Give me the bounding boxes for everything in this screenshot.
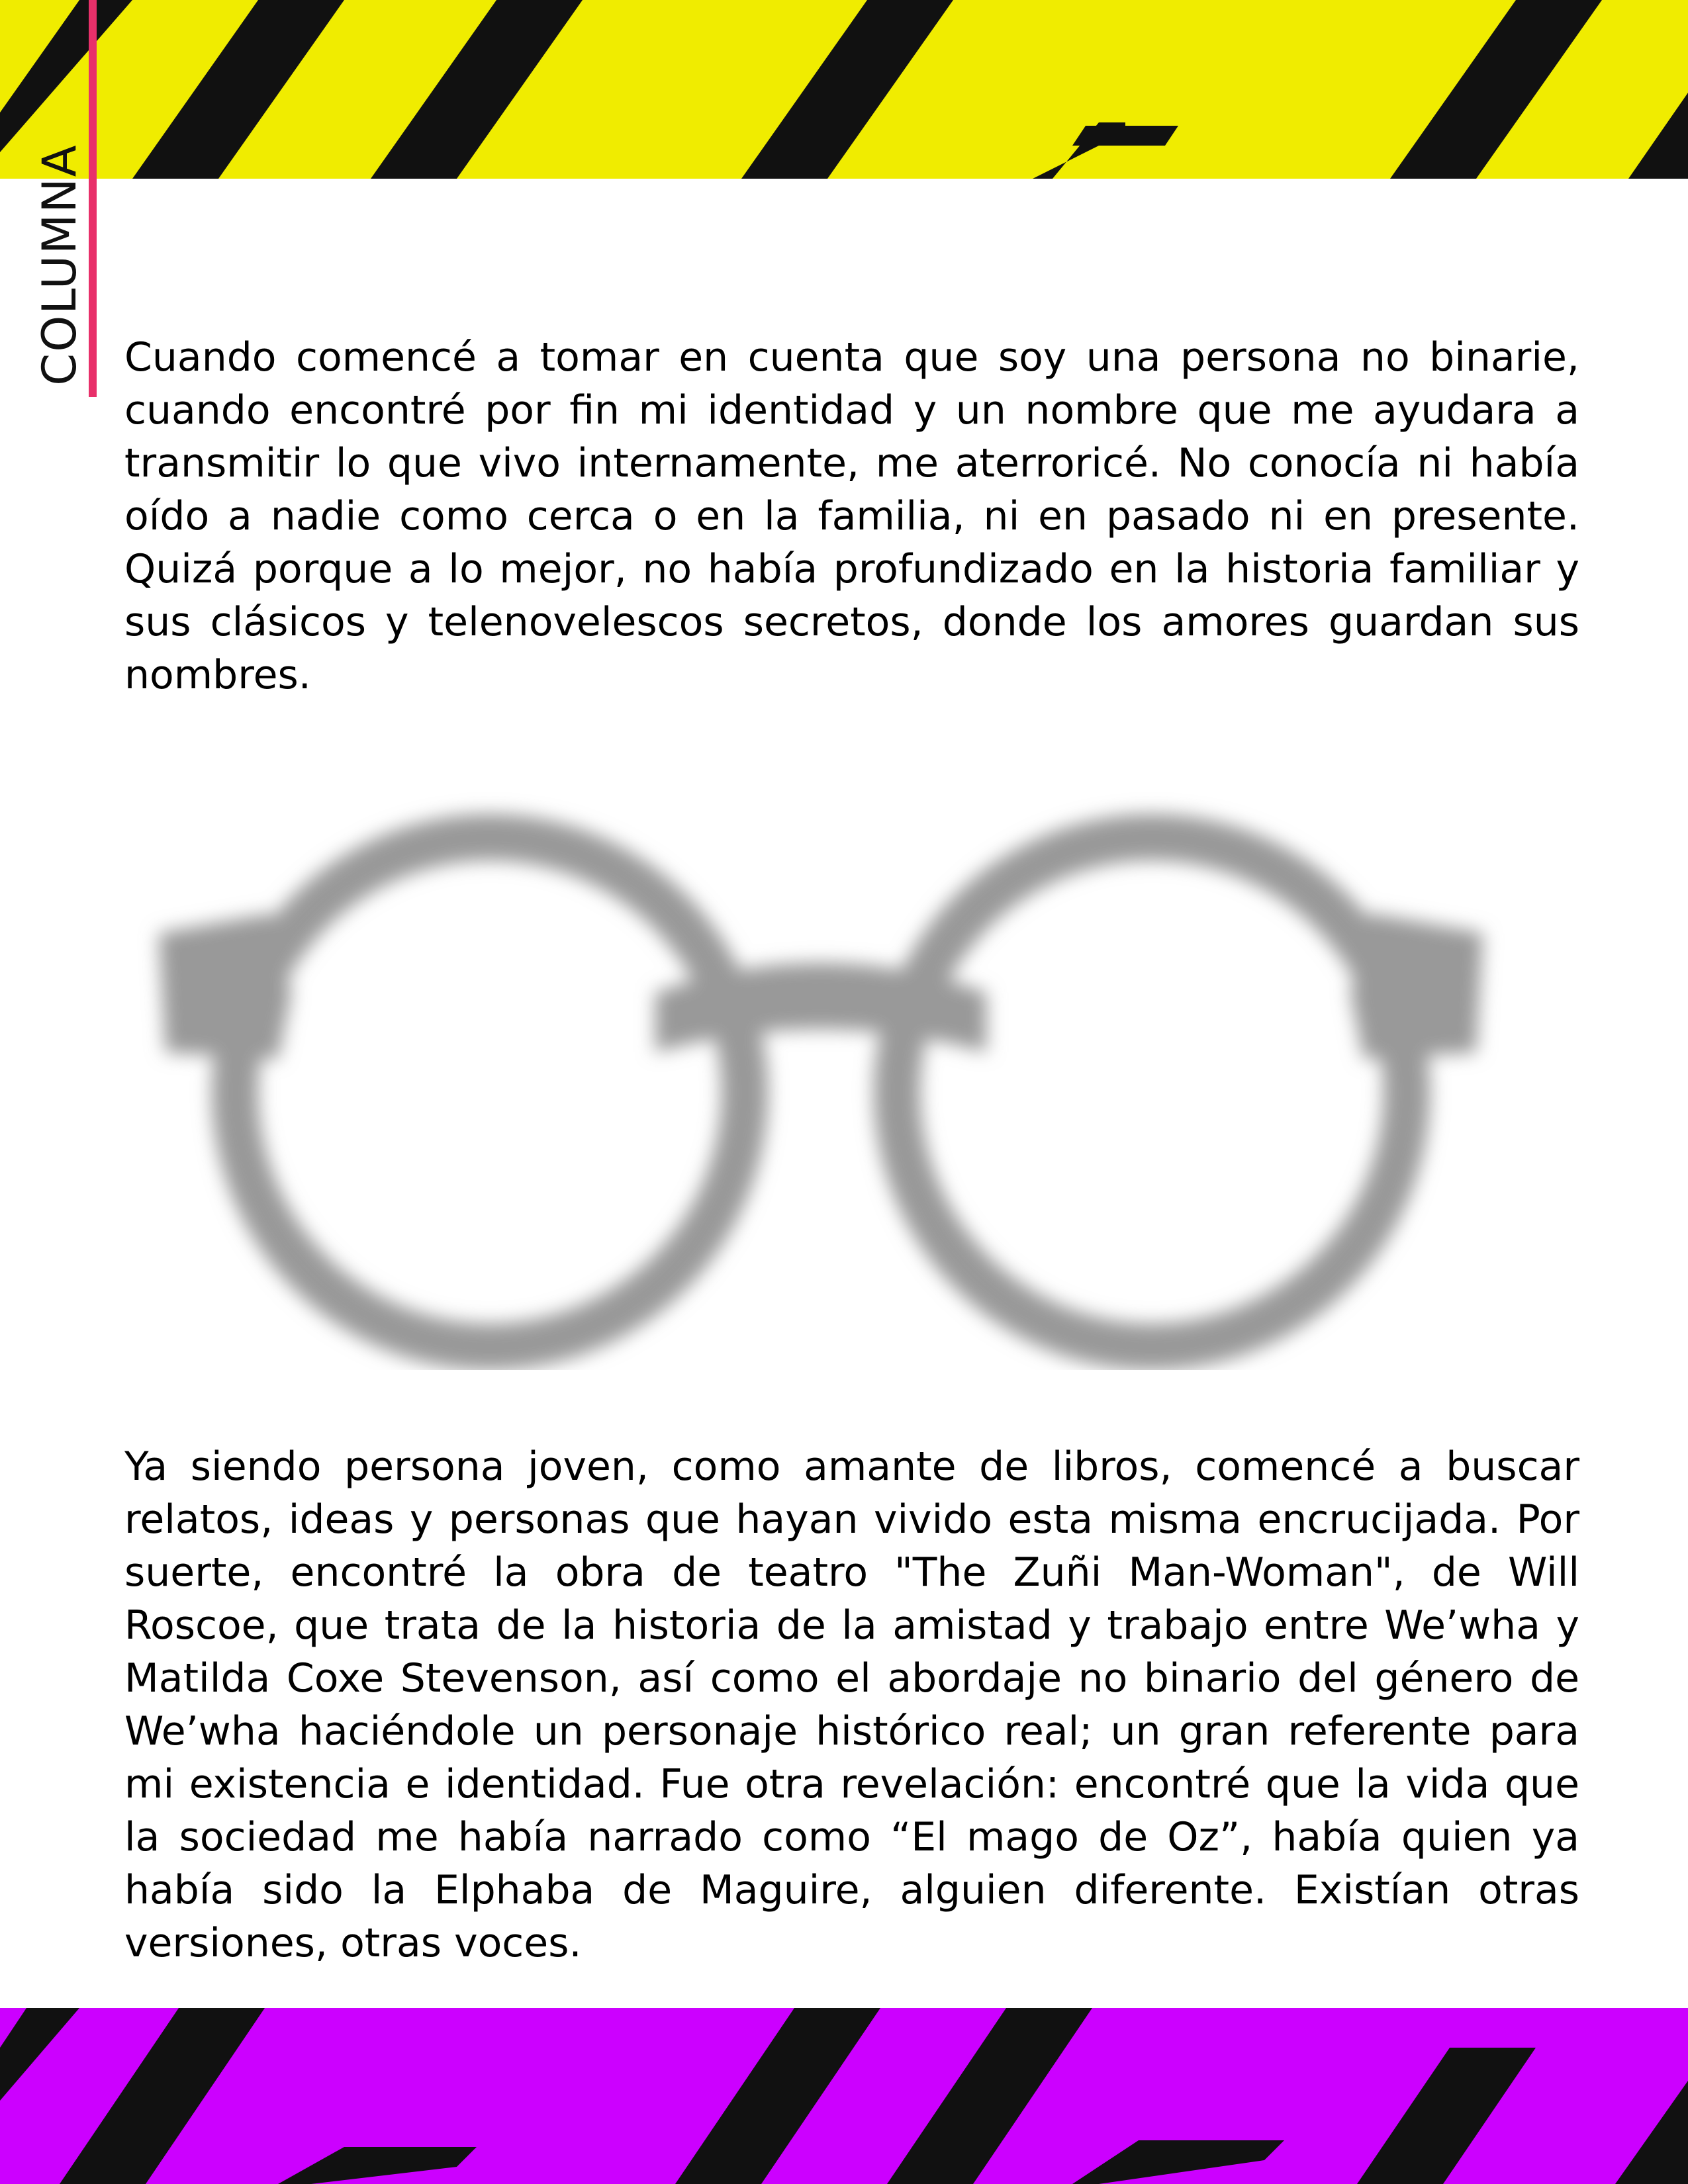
body-paragraph-2: Ya siendo persona joven, como amante de libros, comencé a buscar relatos, ideas y personas que hayan vivido esta misma encrucijada. Por suerte, encontré la obra de teatro "The Zuñi Man-Woman", de Will Roscoe, que trata de la historia de la amistad y trabajo entre We’wha y Matilda Coxe Stevenson, así como el abordaje no binario del género de We’wha haciéndole un personaje histórico real; un gran referente para mi existencia e identidad. Fue otra revelación: encontré que la vida que la sociedad me había narrado como “El mago de Oz”, había quien ya había sido la Elphaba de Maguire, alguien diferente. Existían otras versiones, otras voces. — [124, 1443, 1579, 1966]
glasses-illustration — [119, 774, 1523, 1370]
accent-bar — [89, 0, 97, 397]
round-glasses-icon — [119, 774, 1523, 1370]
bottom-stripes — [0, 2008, 1688, 2184]
top-stripes — [0, 0, 1688, 179]
body-paragraph-1: Cuando comencé a tomar en cuenta que soy una persona no binarie, cuando encontré por fin mi identidad y un nombre que me ayudara a transmitir lo que vivo internamente, me aterroricé. No conocía ni había oído a nadie como cerca o en la familia, ni en pasado ni en presente. Quizá porque a lo mejor, no había profundizado en la historia familiar y sus clásicos y telenovelescos secretos, donde los amores guardan sus nombres. — [124, 334, 1579, 698]
bottom-hazard-band — [0, 2008, 1688, 2184]
section-label: COLUMNA — [32, 144, 87, 386]
top-hazard-band — [0, 0, 1688, 179]
